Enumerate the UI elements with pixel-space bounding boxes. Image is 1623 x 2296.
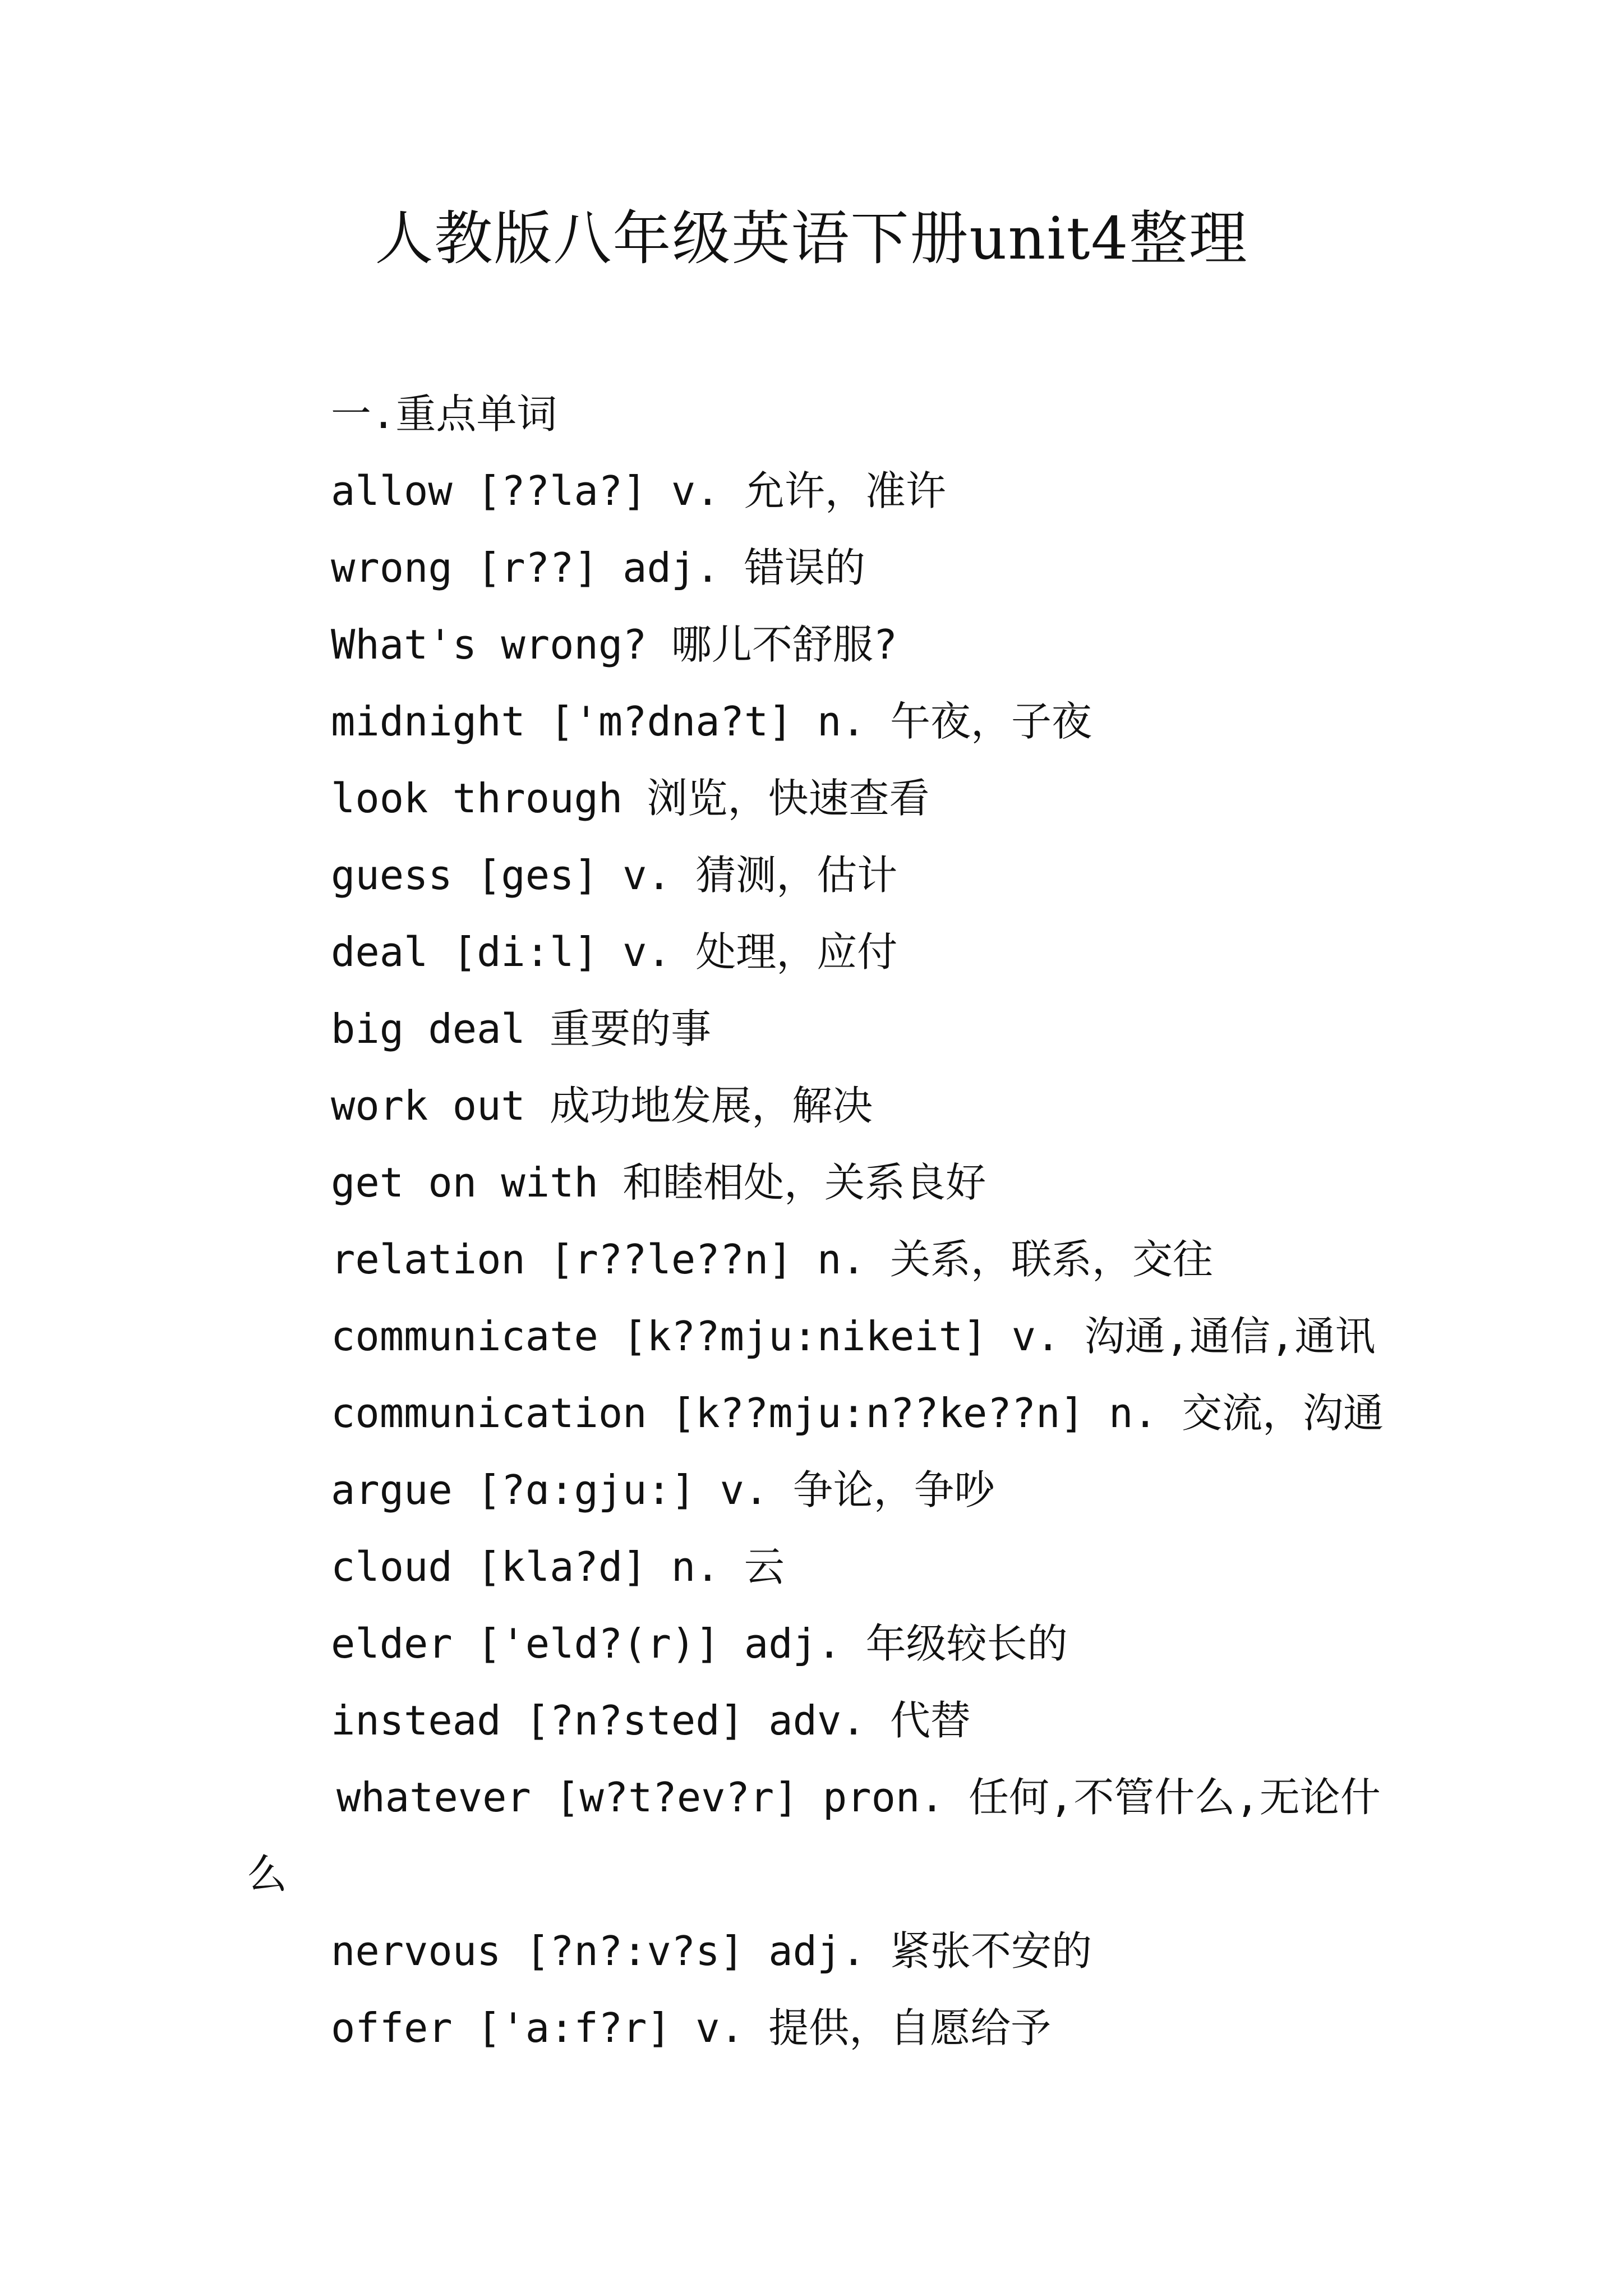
vocab-entry: communicate [k??mju:nikeit] v. 沟通,通信,通讯 bbox=[331, 1313, 1376, 1360]
vocab-entry: elder ['eld?(r)] adj. 年级较长的 bbox=[331, 1620, 1068, 1667]
vocab-entry: work out 成功地发展，解决 bbox=[331, 1082, 873, 1129]
vocab-entry: wrong [r??] adj. 错误的 bbox=[331, 544, 865, 591]
vocab-entry: cloud [kla?d] n. 云 bbox=[331, 1543, 785, 1590]
vocab-entry: deal [di:l] v. 处理，应付 bbox=[331, 928, 898, 976]
vocab-entry: get on with 和睦相处，关系良好 bbox=[331, 1159, 986, 1206]
vocab-entry: allow [??la?] v. 允许，准许 bbox=[331, 467, 946, 514]
vocab-entry: look through 浏览，快速查看 bbox=[331, 775, 930, 822]
vocab-entry: argue [?ɑ:gju:] v. 争论，争吵 bbox=[331, 1466, 995, 1513]
vocab-entry: guess [ges] v. 猜测，估计 bbox=[331, 852, 898, 899]
vocab-entry: instead [?n?sted] adv. 代替 bbox=[331, 1697, 971, 1744]
vocab-entry: relation [r??le??n] n. 关系，联系，交往 bbox=[331, 1236, 1213, 1283]
vocab-entry: midnight ['m?dna?t] n. 午夜，子夜 bbox=[331, 698, 1092, 745]
section-heading: 一.重点单词 bbox=[331, 390, 557, 438]
vocabulary-section bbox=[247, 376, 1391, 2067]
vocab-entry: offer ['a:f?r] v. 提供，自愿给予 bbox=[331, 2004, 1052, 2051]
vocab-entry: whatever [w?t?ev?r] pron. 任何,不管什么,无论什么 bbox=[247, 1774, 1381, 1898]
vocab-entry: communication [k??mju:n??ke??n] n. 交流，沟通 bbox=[331, 1389, 1384, 1437]
vocab-entry: nervous [?n?:v?s] adj. 紧张不安的 bbox=[331, 1927, 1092, 1975]
document-title: 人教版八年级英语下册unit4整理 bbox=[375, 204, 1248, 273]
vocab-entry: big deal 重要的事 bbox=[331, 1005, 712, 1052]
vocab-entry: What's wrong? 哪儿不舒服? bbox=[331, 621, 898, 668]
